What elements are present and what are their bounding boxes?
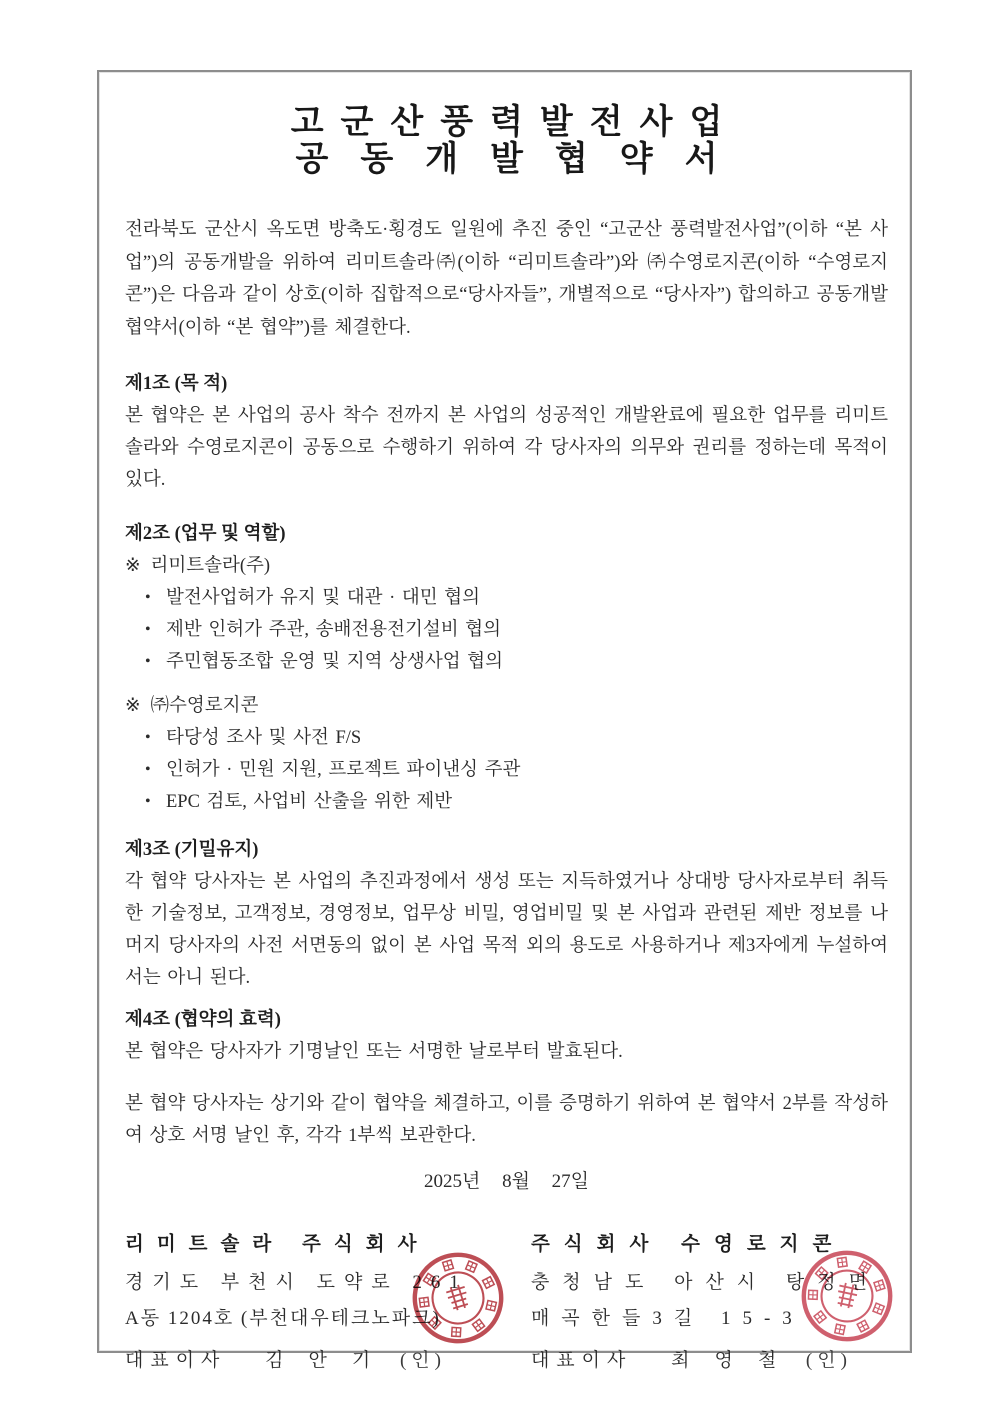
article-3-body: 각 협약 당사자는 본 사업의 추진과정에서 생성 또는 지득하였거나 상대방 당사자로부터 취득한 기술정보, 고객정보, 경영정보, 업무상 비밀, 영업비밀 및 본 사업과 관련된 제반 정보를 나머지 당사자의 사전 서면동의 없이 본 사업 목적 외의 용도로 사용하거나 제3자에게 누설하여서는 아니 된다. [125,872,888,988]
document-frame [97,70,912,1371]
closing-paragraph: 본 협약 당사자는 상기와 같이 협약을 체결하고, 이를 증명하기 위하여 본 협약서 2부를 작성하여 상호 서명 날인 후, 각각 1부씩 보관한다. [125,1094,888,1146]
article-4 [125,1004,888,1068]
duty-text: 주민협동조합 운영 및 지역 상생사업 협의 [166,652,503,672]
company-address-line2: 매곡한들3길 15-3 [530,1308,804,1329]
list-item [145,786,888,818]
party-sooyoung-name [125,690,888,722]
intro-paragraph: 전라북도 군산시 옥도면 방축도·횡경도 일원에 추진 중인 “고군산 풍력발전사업”(이하 “본 사업”)의 공동개발을 위하여 리미트솔라㈜(이하 “리미트솔라”)와 ㈜수영로지콘(이하 “수영로지콘”)은 다음과 같이 상호(이하 집합적으로“당사자들”, 개별적으로 “당사자”) 합의하고 공동개발협약서(이하 “본 협약”)를 체결한다. [125,220,888,338]
article-2-heading: 제2조 (업무 및 역할) [125,524,286,544]
article-3-heading: 제3조 (기밀유지) [125,840,259,860]
ceo-title: 대표이사 [530,1350,633,1371]
article-4-body: 본 협약은 당사자가 기명날인 또는 서명한 날로부터 발효된다. [125,1042,623,1062]
bullet-icon: • [145,653,151,670]
article-1-body: 본 협약은 본 사업의 공사 착수 전까지 본 사업의 성공적인 개발완료에 필요한 업무를 리미트솔라와 수영로지콘이 공동으로 수행하기 위하여 각 당사자의 의무와 권리를 정하는데 목적이 있다. [125,406,888,490]
ceo-title: 대표이사 [125,1350,227,1371]
duty-text: 제반 인허가 주관, 송배전용전기설비 협의 [166,620,501,640]
corporate-seal-right-icon [799,1248,895,1344]
duty-text: EPC 검토, 사업비 산출을 위한 제반 [166,792,453,812]
party-limitsola-duties [125,582,888,678]
seal-placeholder-text: (인) [805,1350,852,1371]
company-address-line1: 충청남도 아산시 탕정면 [530,1272,880,1293]
reference-mark: ※ [125,696,141,716]
ceo-line [125,1346,507,1376]
duty-text: 발전사업허가 유지 및 대관 · 대민 협의 [166,588,480,608]
title-line-1: 고군산풍력발전사업 [290,103,740,141]
party-limitsola [125,550,888,678]
bullet-icon: • [145,589,151,606]
party-limitsola-name [125,550,888,582]
company-address-line2: A동 1204호 (부천대우테크노파크) [125,1308,441,1329]
bullet-icon: • [145,793,151,810]
duty-text: 타당성 조사 및 사전 F/S [166,728,362,748]
bullet-icon: • [145,761,151,778]
date-line: 2025년 8월 27일 [423,1171,590,1192]
company-address-line1: 경기도 부천시 도약로 261 [125,1272,468,1293]
company-name: 주식회사 수영로지콘 [530,1234,846,1255]
article-4-heading: 제4조 (협약의 효력) [125,1010,281,1030]
signature-block [125,1230,888,1376]
list-item [145,754,888,786]
party-limitsola-label: 리미트솔라(주) [150,556,271,576]
bullet-icon: • [145,729,151,746]
article-3 [125,834,888,994]
article-2 [125,518,888,818]
ceo-line [531,1346,888,1376]
duty-text: 인허가 · 민원 지원, 프로젝트 파이낸싱 주관 [166,760,521,780]
document-title [125,104,888,178]
party-sooyoung-duties [125,722,888,818]
reference-mark: ※ [125,556,141,576]
company-name: 리미트솔라 주식회사 [125,1234,430,1255]
article-1 [125,368,888,496]
ceo-name: 김안기 [265,1350,396,1371]
corporate-seal-left-icon [410,1250,506,1346]
seal-placeholder-text: (인) [399,1350,446,1371]
list-item [145,582,888,614]
article-1-heading: 제1조 (목 적) [125,374,228,394]
list-item [145,646,888,678]
list-item [145,722,888,754]
party-sooyoung [125,690,888,818]
party-sooyoung-label: ㈜수영로지콘 [150,696,259,716]
title-line-2: 공동개발협약서 [295,140,750,178]
ceo-name: 최영철 [671,1350,802,1371]
bullet-icon: • [145,621,151,638]
list-item [145,614,888,646]
